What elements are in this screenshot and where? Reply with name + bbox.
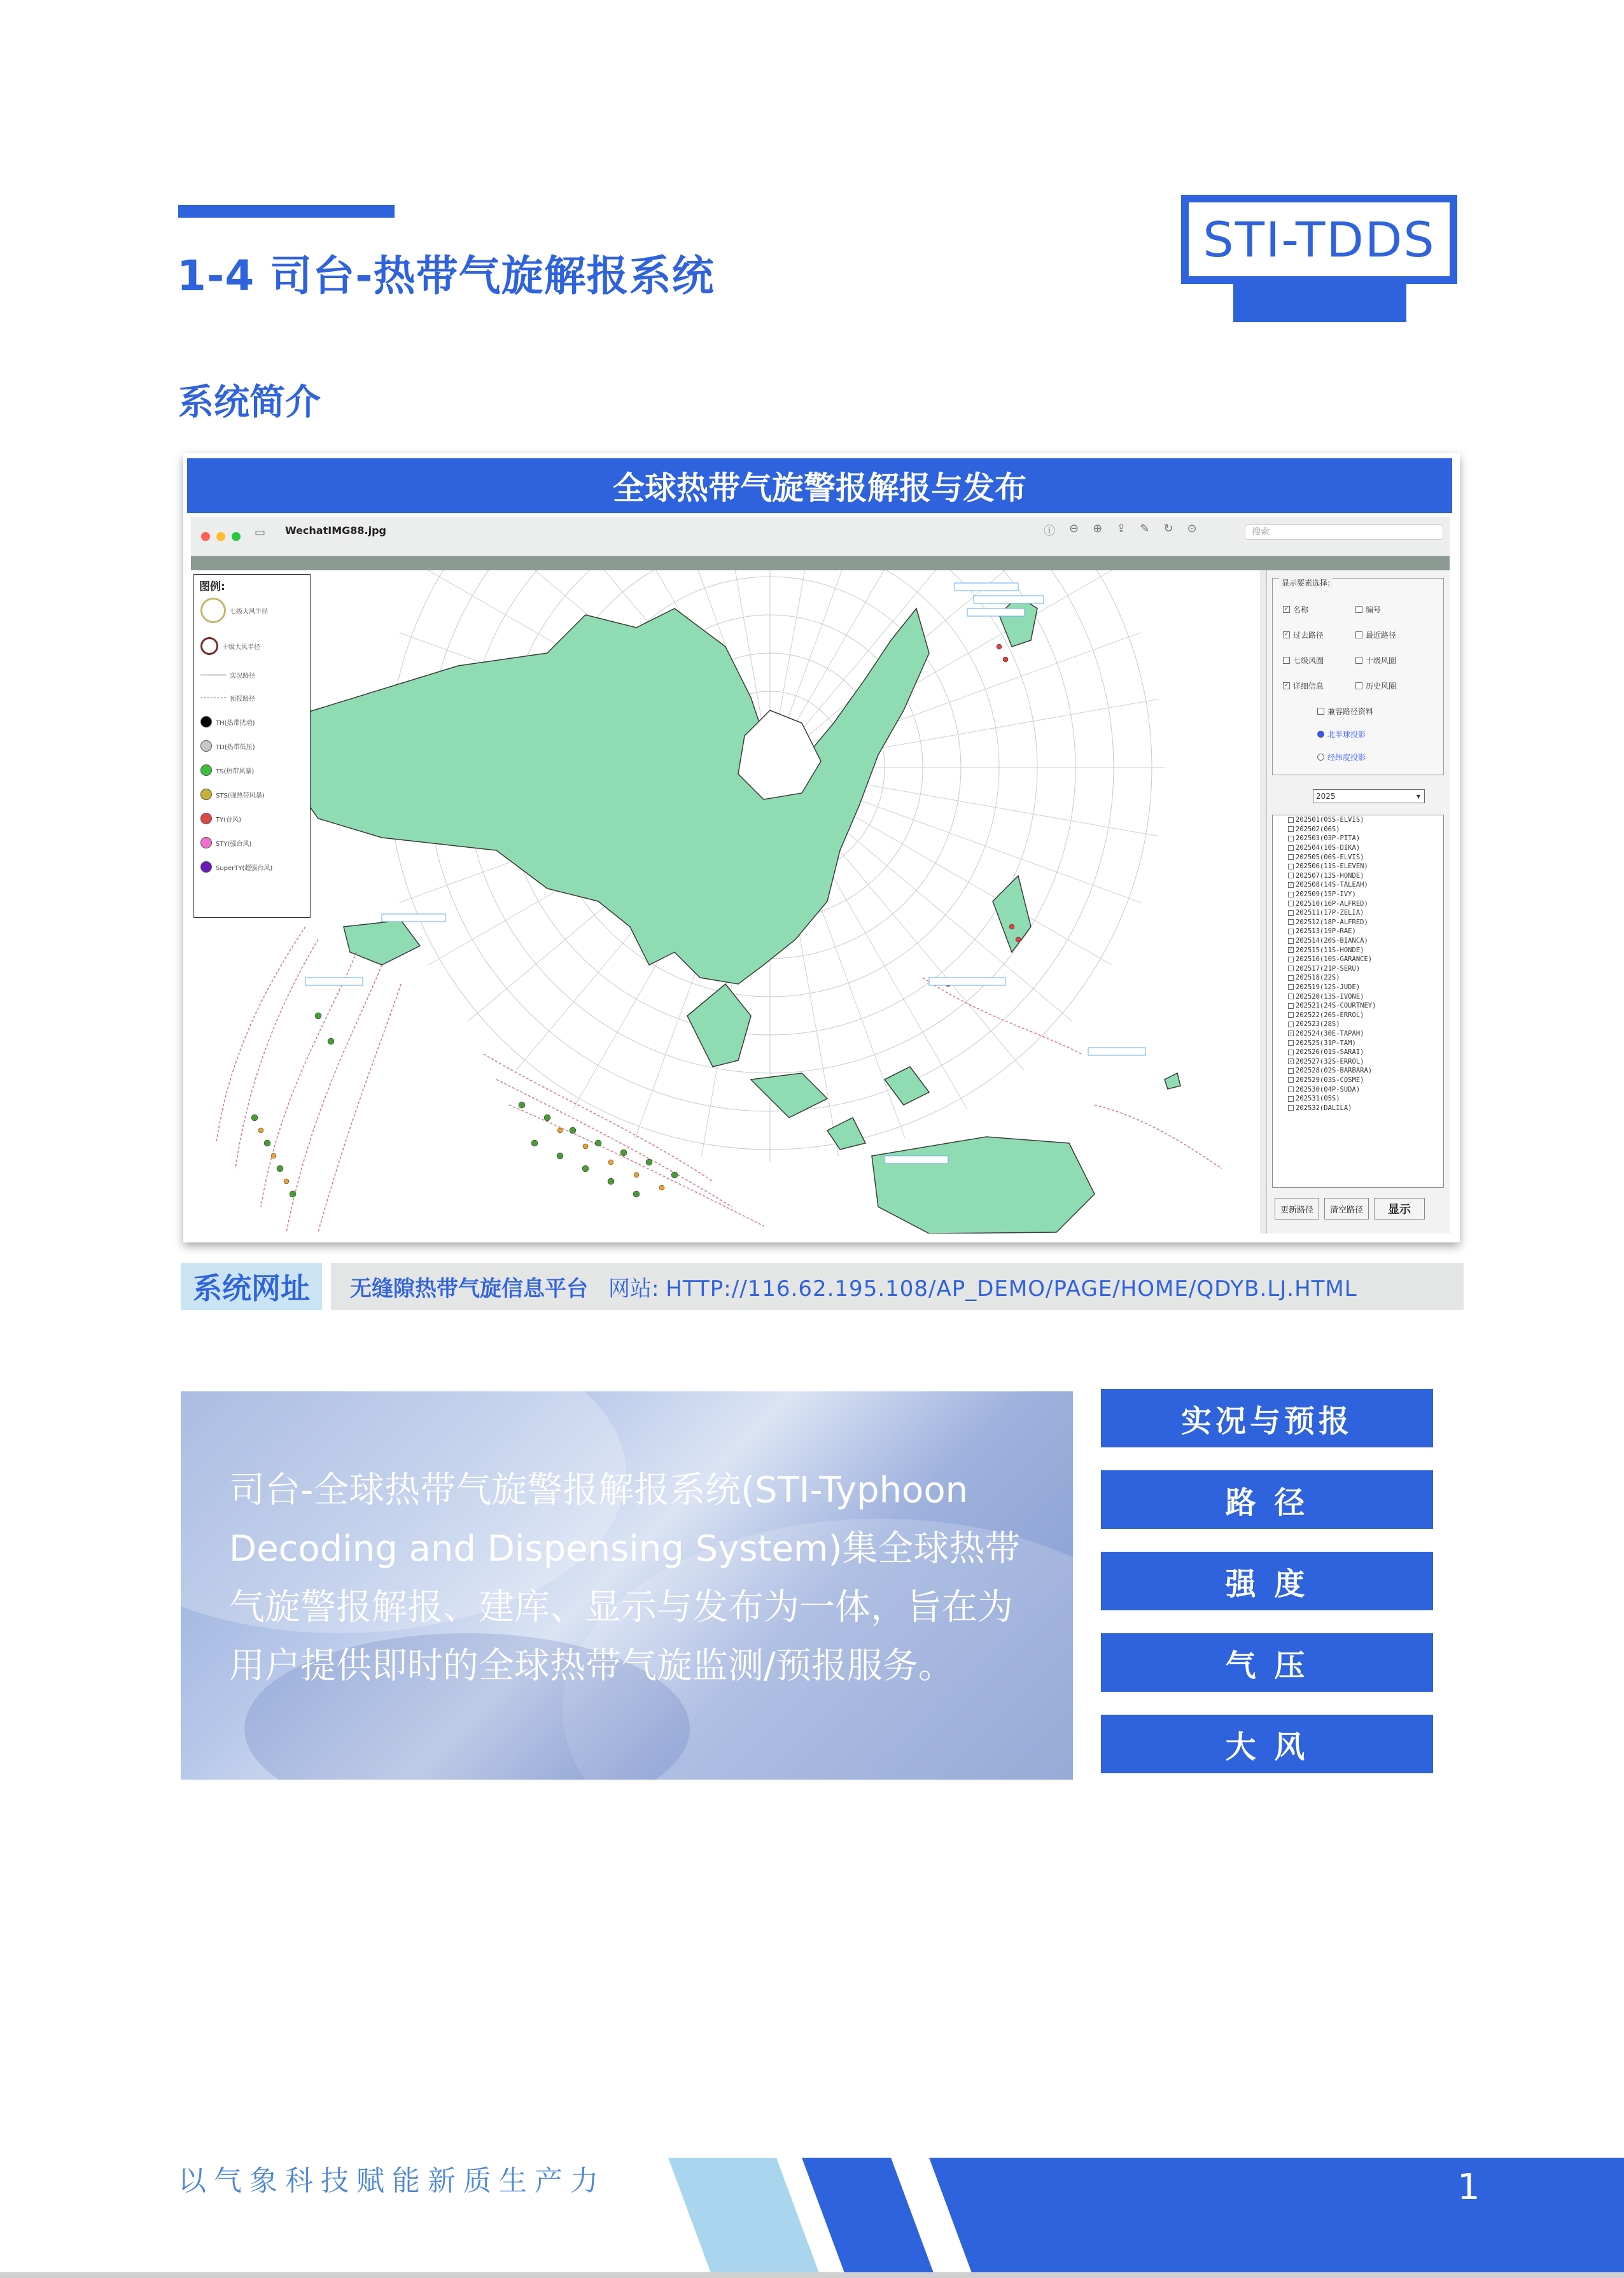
storm-label: 202524(30E-TAPAH) — [1296, 1029, 1364, 1037]
zoom-out-icon[interactable]: ⊖ — [1069, 522, 1079, 535]
storm-label: 202513(19P-RAE) — [1296, 927, 1356, 936]
storm-label: 202529(03S-COSME) — [1296, 1076, 1364, 1084]
legend-item: TY(台风) — [200, 813, 241, 824]
page-title: 1-4 司台-热带气旋解报系统 — [177, 251, 715, 300]
zoom-in-icon[interactable]: ⊕ — [1093, 522, 1103, 535]
storm-list-item[interactable] — [1273, 945, 1443, 955]
chevron-down-icon: ▾ — [1416, 792, 1420, 801]
storm-label: 202531(05S) — [1296, 1095, 1340, 1103]
storm-checkbox[interactable] — [1288, 1086, 1294, 1092]
storm-checkbox[interactable] — [1288, 1105, 1294, 1111]
storm-label: 202516(10S-GARANCE) — [1296, 955, 1373, 964]
url-link[interactable]: 网站: HTTP://116.62.195.108/AP_DEMO/PAGE/HOME/QDYB.LJ.HTML — [608, 1276, 1357, 1302]
storm-label: 202509(15P-IVY) — [1296, 890, 1356, 899]
storm-label: 202515(11S-HONDE) — [1296, 946, 1364, 954]
storm-checkbox[interactable] — [1288, 892, 1294, 897]
storm-checkbox[interactable] — [1288, 1077, 1294, 1083]
storm-checkbox[interactable] — [1288, 1096, 1294, 1102]
storm-label: 202504(10S-DIKA) — [1296, 844, 1361, 852]
footer-slogan: 以气象科技赋能新质生产力 — [178, 2165, 606, 2197]
year-select[interactable]: 2025 ▾ — [1313, 789, 1425, 803]
legend-item: 预报路径 — [200, 693, 255, 703]
option-code[interactable]: 编号 — [1355, 604, 1381, 615]
storm-checkbox[interactable] — [1288, 1040, 1294, 1046]
site-name: 无缝隙热带气旋信息平台 — [350, 1276, 588, 1302]
option-detail[interactable]: ✓ 详细信息 — [1284, 682, 1324, 691]
display-options — [1272, 578, 1444, 775]
storm-label: 202527(32S-ERROL) — [1296, 1057, 1364, 1065]
option-past-track[interactable]: ✓ 过去路径 — [1284, 631, 1324, 640]
storm-checkbox[interactable] — [1288, 836, 1294, 841]
storm-checkbox[interactable] — [1288, 826, 1294, 832]
storm-label: 202530(04P-SUDA) — [1296, 1085, 1361, 1093]
storm-label: 202506(11S-ELEVEN) — [1296, 862, 1368, 871]
legend-item: 实况路径 — [200, 670, 255, 680]
storm-list-item[interactable] — [1273, 825, 1443, 834]
share-icon[interactable]: ⇪ — [1116, 522, 1126, 535]
storm-list-item[interactable] — [1273, 1010, 1443, 1020]
update-track-button[interactable]: 更新路径 — [1275, 1198, 1319, 1220]
storm-label: 202517(21P-SERU) — [1296, 964, 1361, 973]
storm-label: 202503(03P-PITA) — [1296, 834, 1361, 843]
legend-item: TS(热带风暴) — [200, 764, 254, 776]
storm-list-item[interactable] — [1273, 918, 1443, 927]
storm-list-item[interactable] — [1273, 1029, 1443, 1039]
storm-label: 202507(13S-HONDE) — [1296, 871, 1364, 880]
storm-label: 202522(26S-ERROL) — [1296, 1011, 1364, 1019]
storm-list-item[interactable] — [1273, 936, 1443, 946]
nav-observation-forecast[interactable]: 实况与预报 — [1101, 1389, 1433, 1447]
app-window — [191, 517, 1450, 1234]
ty-dot-icon — [200, 813, 212, 824]
storm-label: 202510(16P-ALFRED) — [1296, 899, 1368, 908]
storm-label: 202514(20S-BIANCA) — [1296, 937, 1368, 945]
storm-checkbox[interactable] — [1288, 910, 1294, 916]
sty-dot-icon — [200, 837, 212, 848]
storm-checkbox[interactable] — [1288, 994, 1294, 999]
app-titlebar — [191, 517, 1450, 556]
storm-checkbox[interactable] — [1288, 873, 1294, 878]
storm-checkbox[interactable] — [1288, 1050, 1294, 1055]
url-bar — [331, 1263, 1464, 1310]
storm-checkbox[interactable] — [1288, 1022, 1294, 1027]
storm-label: 202512(18P-ALFRED) — [1296, 918, 1368, 926]
typhoon-map[interactable] — [191, 570, 1260, 1234]
storm-list-item[interactable] — [1273, 1057, 1443, 1066]
storm-label: 202508(14S-TALEAH) — [1296, 881, 1368, 889]
polar-map-graphic — [191, 570, 1260, 1234]
storm-checkbox[interactable]: ✓ — [1288, 1030, 1294, 1036]
storm-label: 202518(22S) — [1296, 974, 1340, 982]
storm-checkbox[interactable]: ✓ — [1288, 1058, 1294, 1064]
close-icon[interactable] — [201, 532, 210, 541]
storm-list-item[interactable] — [1273, 815, 1443, 825]
minimize-icon[interactable] — [216, 532, 225, 541]
storm-list-item[interactable] — [1273, 1094, 1443, 1104]
storm-list-item[interactable] — [1273, 964, 1443, 974]
map-legend — [193, 574, 311, 918]
legend-item: TD(热带低压) — [200, 740, 255, 752]
system-screenshot — [183, 453, 1460, 1242]
storm-list-item[interactable] — [1273, 1076, 1443, 1085]
storm-list[interactable] — [1272, 815, 1444, 1188]
option-recent-track[interactable]: 最近路径 — [1355, 629, 1396, 640]
storm-label: 202525(31P-TAM) — [1296, 1039, 1356, 1047]
toolbar — [1044, 522, 1197, 538]
storm-list-item[interactable] — [1273, 890, 1443, 899]
markup-icon[interactable]: ✎ — [1140, 522, 1150, 535]
control-panel — [1266, 570, 1450, 1234]
url-label: 系统网址 — [181, 1263, 322, 1310]
storm-list-item[interactable] — [1273, 908, 1443, 918]
storm-list-item[interactable] — [1273, 843, 1443, 853]
storm-label: 202523(28S) — [1296, 1020, 1340, 1029]
legend-item: STS(强热带风暴) — [200, 789, 265, 800]
storm-checkbox[interactable] — [1288, 984, 1294, 990]
storm-list-item[interactable] — [1273, 992, 1443, 1001]
sts-dot-icon — [200, 789, 212, 800]
td-dot-icon — [200, 740, 212, 752]
storm-label: 202526(01S-SARAI) — [1296, 1048, 1364, 1057]
title-accent-bar — [178, 205, 395, 218]
storm-list-item[interactable] — [1273, 899, 1443, 908]
storm-label: 202502(06S) — [1296, 825, 1340, 833]
storm-list-item[interactable] — [1273, 955, 1443, 964]
option-r7-circle[interactable]: 七级风圈 — [1283, 655, 1324, 666]
radius-ring-icon — [200, 637, 218, 655]
option-r10-circle[interactable]: 十级风圈 — [1355, 655, 1396, 666]
radius-ring-icon — [200, 598, 226, 623]
zoom-icon[interactable] — [232, 532, 241, 541]
option-polar-projection[interactable]: 北半球投影 — [1317, 729, 1366, 740]
storm-label: 202501(05S-ELVIS) — [1296, 816, 1364, 824]
clear-track-button[interactable]: 清空路径 — [1324, 1198, 1369, 1220]
annotate-icon[interactable]: ⊙ — [1187, 522, 1197, 535]
storm-list-item[interactable] — [1273, 862, 1443, 871]
storm-checkbox[interactable] — [1288, 1068, 1294, 1074]
legend-item: 十级大风半径 — [200, 637, 260, 655]
show-button[interactable]: 显示 — [1374, 1198, 1425, 1220]
nav-pressure[interactable]: 气 压 — [1101, 1633, 1433, 1692]
storm-list-item[interactable] — [1273, 1103, 1443, 1113]
option-name[interactable]: ✓ 名称 — [1284, 605, 1309, 614]
system-description: 司台-全球热带气旋警报解报系统(STI-Typhoon Decoding and Dispensing System)集全球热带气旋警报解报、建库、显示与发布为一体，旨在为用户提供即时的全球热带气旋监测/预报服务。 — [229, 1470, 1021, 1687]
rotate-icon[interactable]: ↻ — [1163, 522, 1173, 535]
badge-shadow — [1233, 280, 1406, 322]
storm-checkbox[interactable] — [1288, 854, 1294, 860]
info-icon[interactable]: ⓘ — [1044, 524, 1055, 538]
toolbar-strip — [191, 556, 1450, 570]
storm-list-item[interactable] — [1273, 1048, 1443, 1057]
storm-list-item[interactable] — [1273, 1085, 1443, 1094]
storm-checkbox[interactable] — [1288, 1012, 1294, 1018]
panel-buttons — [1275, 1198, 1425, 1220]
storm-checkbox[interactable] — [1288, 817, 1294, 823]
page-number: 1 — [1457, 2167, 1480, 2208]
storm-list-item[interactable] — [1273, 927, 1443, 936]
storm-list-item[interactable] — [1273, 1066, 1443, 1076]
storm-checkbox[interactable] — [1288, 919, 1294, 925]
storm-label: 202520(13S-IVONE) — [1296, 992, 1364, 1001]
storm-checkbox[interactable] — [1288, 864, 1294, 869]
file-name: WechatIMG88.jpg — [285, 524, 386, 537]
system-badge: STI-TDDS — [1181, 195, 1457, 284]
storm-checkbox[interactable] — [1288, 957, 1294, 962]
storm-checkbox[interactable] — [1288, 901, 1294, 906]
storm-list-item[interactable] — [1273, 871, 1443, 881]
options-title: 显示要素选择: — [1279, 577, 1333, 588]
storm-checkbox[interactable]: ✓ — [1288, 947, 1294, 953]
storm-checkbox[interactable] — [1288, 845, 1294, 851]
storm-label: 202519(12S-JUDE) — [1296, 983, 1361, 991]
storm-list-item[interactable] — [1273, 834, 1443, 843]
legend-item: STY(强台风) — [200, 837, 251, 848]
superty-dot-icon — [200, 861, 212, 873]
storm-list-item[interactable] — [1273, 1038, 1443, 1048]
storm-list-item[interactable] — [1273, 983, 1443, 992]
legend-item: TH(热带扰动) — [200, 716, 255, 728]
ts-dot-icon — [200, 764, 212, 776]
storm-checkbox[interactable] — [1288, 975, 1294, 981]
search-input[interactable]: 搜索 — [1245, 524, 1443, 540]
storm-list-item[interactable] — [1273, 1001, 1443, 1011]
option-history-circle[interactable]: 历史风圈 — [1355, 680, 1396, 691]
storm-label: 202505(06S-ELVIS) — [1296, 853, 1364, 861]
nav-wind[interactable]: 大 风 — [1101, 1715, 1433, 1773]
storm-checkbox[interactable] — [1288, 966, 1294, 971]
storm-checkbox[interactable] — [1288, 929, 1294, 934]
legend-item: SuperTY(超强台风) — [200, 861, 272, 873]
storm-label: 202532(DALILA) — [1296, 1104, 1352, 1112]
legend-title: 图例: — [199, 580, 225, 593]
option-latlon-projection[interactable]: 经纬度投影 — [1317, 752, 1366, 763]
screenshot-banner: 全球热带气旋警报解报与发布 — [187, 458, 1452, 513]
storm-list-item[interactable] — [1273, 880, 1443, 890]
storm-checkbox[interactable] — [1288, 938, 1294, 944]
storm-list-item[interactable] — [1273, 973, 1443, 983]
nav-track[interactable]: 路 径 — [1101, 1470, 1433, 1529]
storm-list-item[interactable] — [1273, 852, 1443, 862]
storm-label: 202528(02S-BARBARA) — [1296, 1067, 1373, 1075]
storm-label: 202521(24S-COURTNEY) — [1296, 1002, 1376, 1010]
storm-list-item[interactable] — [1273, 1020, 1443, 1029]
storm-checkbox[interactable] — [1288, 1003, 1294, 1009]
sidebar-toggle-icon[interactable]: ▭ — [255, 526, 266, 539]
section-title: 系统简介 — [178, 382, 321, 423]
legend-item: 七级大风半径 — [200, 598, 268, 623]
option-compat-data[interactable]: 兼容路径资料 — [1317, 706, 1373, 717]
storm-label: 202511(17P-ZELIA) — [1296, 909, 1364, 917]
info-box — [181, 1391, 1073, 1780]
th-dot-icon — [200, 716, 212, 728]
storm-checkbox[interactable]: ✓ — [1288, 882, 1294, 888]
nav-intensity[interactable]: 强 度 — [1101, 1552, 1433, 1610]
